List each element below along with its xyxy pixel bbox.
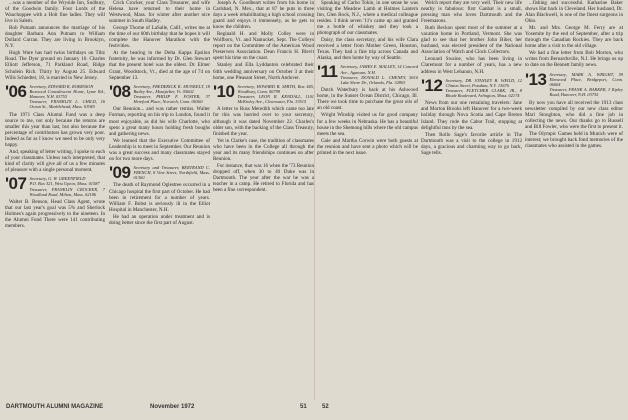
body-paragraph: The death of Raymond Oglestree occurred in a Chicago hospital the first part of October. He had been in retirement for a number of years. William F. Bobst is seriously ill in the Elliot Hospital in Manchester, N.H.	[109, 182, 210, 213]
body-paragraph: News from our one remaining travelers: Jane and Morton Brooks left Hanover for a two-week holiday through Nova Scotia and Cape Breton Island. They rode the Cabot Trail, stopping at delightful inns by the sea.	[421, 100, 522, 131]
body-paragraph: He had an operation under treatment and is doing better since the first part of August.	[109, 213, 210, 226]
body-paragraph: Daisy, the class secretary, and his wife Clara received a letter from Mother Green, Houston, Texas. They had a fine trip across Canada and Alaska, and then home by way of Seattle.	[317, 37, 418, 62]
body-paragraph: A letter to Russ Meredith which came too late for this was hurried over to your secretary, although it was dated November 22. Charles's older son, with the backing of the Class Treasury, finished the year.	[213, 106, 314, 137]
body-paragraph: Ruth Beckon spent most of the summer at a vacation home in Portland, Vermont. She was glad to see that her brother John Biker, her husband, was elected president of the National Association of Watch and Clock Collectors.	[421, 25, 522, 56]
body-paragraph: Joseph A. Goodheart writes from his home in Carlsbad, N. Mex., that at 87 he puts in three days a week rehabilitating a high school crossing guard and enjoys it immensely, as he gets to know the children.	[213, 0, 314, 31]
officer-treasurer: Treasurer, FLETCHER CLARK, JR., 8 Rhode Boulevard, Arlington, Mass. 02174	[445, 87, 522, 99]
page-gutter	[314, 0, 315, 400]
class-officers	[549, 72, 623, 98]
class-header	[213, 81, 314, 105]
officer-treasurer: Treasurer, FRANKLIN CROCKER, 7 Woodland Road, Milton, Mass. 02186	[29, 186, 105, 197]
officer-treasurer: Treasurer, FRANKLIN L. CHILD, 16 Ocean St., Marblehead, Mass. 01945	[29, 99, 105, 110]
officer-secretary: Secretary, G. W. GREENFIELD	[29, 176, 86, 182]
class-officers	[29, 84, 105, 110]
officer-secretary: Secretary, EDWARD K. ROBINSON	[29, 83, 94, 89]
body-paragraph: Reginald H. and Molly Colley were in Wolfboro, Vt. and Nantucket, Sept. The Colleys report on the Committee of the American Wood Preservers Association. Dean Francis H. Blevit spent his time on the coast.	[213, 31, 314, 62]
body-paragraph: Crick Crocker, your Class Treasurer, and wife Helena have returned to their home in Westwood, Mass. for winter after another nice summer in South Hadley.	[109, 0, 210, 25]
column-2	[109, 0, 210, 398]
body-paragraph: For instance, that was 16 when the '73 Reunion dropped off, when 30 to 40 Duke was in Dartmouth. The year after the war he was a teacher in a camp. He retired to Florida and has been a fine correspondent.	[213, 162, 314, 194]
class-header	[317, 64, 418, 85]
class-officers	[445, 78, 522, 99]
body-paragraph: George Thorne of LaSalle, Calif., writes me at the time of our 60th birthday that he hopes it will complete the Hanover Marathon with the festivities.	[109, 25, 210, 50]
class-year: '13	[525, 69, 547, 89]
body-paragraph: We learned that the Executive Committee of Leadership is to meet in September. Our Reunion was a great success and many classmates stayed on for two more days.	[109, 137, 210, 162]
body-paragraph: Our Reunion... and was rather remiss. Walter Furman, reporting on his trip to London, found it most enjoyable, as did his wife Charlotte, who spent a great many hours holding fresh boughs and gathering news.	[109, 106, 210, 137]
body-paragraph: Dutch Waterbury is back at his Ashwood home, in the Sunset Ocean District, Chicago, Ill. There we took time to purchase the great oils of an old coast.	[317, 87, 418, 112]
footer-issue: November 1972	[150, 404, 195, 410]
class-year: '08	[109, 81, 131, 101]
class-header	[5, 176, 105, 197]
body-paragraph: And, speaking of letter writing, I spoke to each of your classmates. Unless such interpreted, that kind of clarity will give all of us a few minutes of pleasure with a single personal moment.	[5, 148, 105, 174]
footer-page-right: 52	[322, 404, 329, 410]
body-paragraph: Stanley and Ella Lyddanton celebrated their 64th wedding anniversary on October 3 at their home, one Pleasant Street, North Andover.	[213, 62, 314, 81]
class-year: '10	[213, 81, 235, 101]
body-paragraph: Leonard Swaine, who has been living in Claremont for a number of years, has a new address in West Lebanon, N.H.	[421, 56, 522, 75]
class-year: '06	[5, 81, 27, 101]
body-paragraph: By now you have all received the 1913 class newsletter compiled by our new class editor Marl Stoughton, who did a fine job in collecting the news. Our thanks go to Russell and Bill Fowler, who were the first to present it.	[525, 99, 623, 130]
body-paragraph: Walter B. Benson, Head Class Agent, wrote that our last year's goal was 5% and Sherlock Holmes's again progressively to the nineteen. In the Alumni Fund There were 141 contributing members.	[5, 198, 105, 230]
class-header	[421, 75, 522, 99]
class-year: '11	[317, 62, 338, 82]
footer-page-left: 51	[300, 404, 307, 410]
class-officers	[133, 84, 210, 105]
officer-treasurer: Treasurer, LEON R. KENDALL, 1101 McKinley Ave., Clearwater, Fla. 33515	[237, 94, 314, 105]
page-footer	[0, 402, 628, 414]
officer-secretary: Secretary, DR. STANLEY B. WEILD, 12 Clinton Street, Potsdam, N.Y. 13676	[445, 77, 522, 88]
column-1	[5, 0, 105, 398]
body-paragraph: At the hearing in the Delta Kappa Epsilon fraternity, he was informed by Dr. Glen Stewart that the present hotel was the oldest. Dr. Elmer Grant, Woodstock, Vt., died at the age of 74 on September 13.	[109, 50, 210, 81]
footer-magazine-name: DARTMOUTH ALUMNI MAGAZINE	[6, 404, 104, 410]
officer-secretary: Secretary, JAMES E. MALLEY, 14 Concord Ave., Agawam, N.H.	[340, 64, 418, 75]
body-paragraph: Bob Putnam announces the marriage of his daughter Barbara Ann Putnam to William Dollard Curran. They are living in Brooklyn, N.Y.	[5, 25, 105, 50]
column-3	[213, 0, 314, 398]
class-header	[109, 162, 210, 182]
officer-secretary: Secretary, HOWARD B. SMITH, Box 445, Woodbury, Conn. 06798	[237, 83, 314, 94]
officer-treasurer: Treasurer, PHILIP F. FOSTER, 37 Hereford Place, Norwich, Conn. 06360	[133, 94, 210, 105]
body-paragraph: Wright Winship visited us for good company for a few weeks in Nebraska. He has a beautiful house in the Shemong hills where the old campus meets the sea.	[317, 112, 418, 137]
officer-secretary: Secretary, FREDERICK K. MUNKELT, 18 Bailey Ave., Montpelier, Vt. 05602	[133, 83, 210, 94]
body-paragraph: Hugh Ware has had twins birthdays on Tiltz Road. The Dyer ground on January 10. Charles Elliott Jefferson, 71 Parkland Road, Ridge Schulein Rich. Thirty by August 25. Edward Wills Schiedter, 18, is married in New Jersey.	[5, 50, 105, 81]
body-paragraph: Then Rollo Sage's favorite article in The Dartmouth was a visit to the college in 1912 days, a gracious and charming way to go back, Sage tells.	[421, 131, 522, 156]
class-officers	[341, 64, 418, 85]
class-year: '12	[421, 75, 443, 95]
class-officers	[237, 84, 314, 105]
class-year: '09	[109, 162, 131, 182]
body-paragraph: We had a fine letter from Bob Morton, who writes from Bernardsville, N.J. He brings us up to date on the Bennett family news.	[525, 50, 623, 69]
class-header	[5, 81, 105, 110]
column-6	[525, 0, 623, 398]
body-paragraph: ...fishing and successful. Katharine Baker shows Hat back in Cleveland. Her husband, Dr. Alan Blackwell, is one of the finest surgeons in Ohio.	[525, 0, 623, 25]
class-officers	[133, 165, 210, 181]
column-4	[317, 0, 418, 398]
body-paragraph: Gale and Martha Corwin were both guests at the reunion and have sent a photo which will be printed in the next issue.	[317, 137, 418, 156]
body-paragraph: Yet in Clarke's case, the tradition of classmates who have been in the College all through the year and its many friendships continues on after Reunion.	[213, 137, 314, 162]
officer-address: Boxwood Convalescent Home, Lyme Rd., Hanover, N.H. 03755	[29, 88, 105, 100]
body-paragraph: Speaking of Carbo Tokin, in one sense he was visiting the Meadow Lamb at Holmes Lantern Inn, Glen Rock, N.J., where a medical colleague resides. I think seven '11's came up and granted me a bottle of whiskey and they took a photograph of our classmates.	[317, 0, 418, 37]
officer-secretary: Secretary, MARK A. WRIGHT, 59 Elmwood Place, Bridgeport, Conn. 06604	[549, 71, 623, 87]
officer-secretary: Secretary and Treasurer, BERTRAND C. FRENCH, 8 Vine Street, Northfield, Mass. 01360	[133, 164, 210, 181]
body-paragraph: The 1971 Class Alumni Fund was a deep source to me, not only because the returns are smaller this year than last, but also because the percentage of contributors has grown very poor. Indeed as far as I know we need to be only very happy.	[5, 111, 105, 148]
officer-address: P.O. Box 321, West Upton, Mass. 01587	[29, 181, 100, 187]
class-header	[109, 81, 210, 105]
body-paragraph: ...was a member of the Wryside Inn, Sudbury, of the Goodwin family. Four Lords of the Wauchoppee with a Holt fine ladies. They will live in Salem.	[5, 0, 105, 25]
class-officers	[29, 176, 105, 197]
body-paragraph: Mr. and Mrs. George M. Ferry are at Yosemite by the end of September, after a trip through the Canadian Rockies. They are back home after a visit to the old village.	[525, 25, 623, 50]
column-5	[421, 0, 522, 398]
body-paragraph: Welch report they are very well. Their new life nearby is fabulous: first Ganbat is a small, pressing man who loves Dartmouth and the Freemasons.	[421, 0, 522, 25]
class-year: '07	[5, 174, 27, 194]
officer-treasurer: Treasurer, DONALD L. CHENEY, 5610 Lake Shore Dr., Orlando, Fla. 32803	[340, 74, 418, 86]
class-header	[525, 69, 623, 98]
officer-treasurer: Treasurer, FRANK A. BARKER, 3 Ripley Road, Hanover, N.H. 03755	[549, 87, 623, 98]
body-paragraph: The Olympic Games held in Munich were of interest; we brought back fond memories of the classmates who assisted in the games.	[525, 130, 623, 149]
